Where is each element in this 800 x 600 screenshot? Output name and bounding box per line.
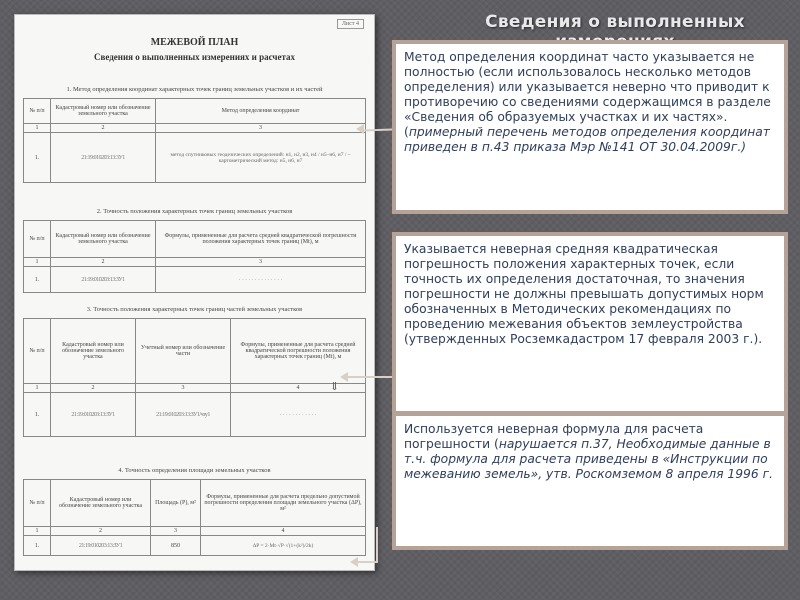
section-2-table	[23, 220, 366, 293]
sheet-number: Лист 4	[337, 19, 364, 29]
col-index: 1	[24, 124, 51, 133]
row-method: метод спутниковых геодезических определений: н1, н2, н3, н4 / н5–н6, н7 / – картометрический метод: н5, н6, н7	[156, 133, 366, 183]
row-number: 1.	[24, 267, 51, 293]
col-number: № п/п	[24, 221, 51, 258]
col-index: 4	[231, 384, 366, 393]
callout-coordinate-method	[392, 40, 788, 214]
row-cadastral: 21:19:010203:13:3У1	[51, 133, 156, 183]
arrow-1-head-icon	[356, 124, 364, 134]
col-index: 4	[201, 527, 366, 536]
boundary-plan-document	[14, 14, 375, 571]
col-index: 3	[156, 124, 366, 133]
row-number: 1.	[24, 133, 51, 183]
callout-1-text: Метод определения координат часто указывается не полностью (если использовалось несколько методов определения) или указывается неверно что приводит к противоречию со сведениями содержащимся в разделе «Сведения об образуемых участках и их частях». (	[404, 50, 771, 139]
arrow-3-line	[358, 561, 378, 563]
row-part: 21:19:010203:13:ЗУ1/чзу1	[136, 393, 231, 437]
col-index: 2	[51, 384, 136, 393]
section-2-title: 2. Точность положения характерных точек границ земельных участков	[96, 208, 293, 215]
arrow-3-vertical	[376, 527, 378, 563]
arrow-3-head-icon	[350, 557, 358, 567]
arrow-1-line	[363, 128, 393, 131]
row-number: 1.	[24, 536, 51, 556]
col-index: 3	[136, 384, 231, 393]
col-number: № п/п	[24, 99, 51, 124]
col-formula: Формулы, примененные для расчета средней квадратической погрешности положения характерных точек границ (Mt), м	[231, 319, 366, 384]
col-index: 2	[51, 258, 156, 267]
col-index: 2	[51, 527, 151, 536]
document-subheading: Сведения о выполненных измерениях и расчетах	[93, 52, 295, 62]
arrow-2-line	[348, 376, 393, 378]
col-index: 1	[24, 258, 51, 267]
section-1-title: 1. Метод определения координат характерных точек границ земельных участков и их частей	[66, 86, 323, 93]
row-formula: ΔP = 2·Mt·√P·√(1+(k²)/2k)	[201, 536, 366, 556]
row-number: 1.	[24, 393, 51, 437]
callout-3-text: Используется неверная формула для расчета погрешности (	[404, 422, 704, 451]
document-heading: МЕЖЕВОЙ ПЛАН	[150, 37, 239, 48]
col-number: № п/п	[24, 480, 51, 527]
arrow-2-head-icon	[340, 372, 348, 382]
col-cadastral: Кадастровый номер или обозначение земельного участка	[51, 319, 136, 384]
callout-formula	[392, 412, 788, 550]
col-formula: Формулы, примененные для расчета средней квадратической погрешности положения характерных точек границ (Mt), м	[156, 221, 366, 258]
section-3-title: 3. Точность положения характерных точек границ частей земельных участков	[86, 306, 303, 313]
row-cadastral: 21:19:010203:13:ЗУ1	[51, 393, 136, 437]
slide-title: Сведения о выполненных	[485, 12, 745, 32]
col-index: 1	[24, 384, 51, 393]
callout-2-text: Указывается неверная средняя квадратическая погрешность положения характерных точек, если точность их определения достаточная, то значения погрешности не должны превышать допустимых норм обозначенных в Методических рекомендациях по проведению межевания объектов землеустройства (утвержденных Росземкадастром 17 февраля 2003 г.).	[404, 242, 764, 346]
row-formula: · · · · · · · · · · · · · ·	[156, 267, 366, 293]
col-part: Учетный номер или обозначение части	[136, 319, 231, 384]
col-index: 2	[51, 124, 156, 133]
col-number: № п/п	[24, 319, 51, 384]
col-index: 1	[24, 527, 51, 536]
col-area: Площадь (P), м²	[151, 480, 201, 527]
col-index: 3	[156, 258, 366, 267]
col-cadastral: Кадастровый номер или обозначение земельного участка	[51, 99, 156, 124]
col-index: 3	[151, 527, 201, 536]
section-1-table	[23, 98, 366, 183]
handwritten-arrow-icon: ⇓	[330, 380, 340, 393]
row-area: 850	[151, 536, 201, 556]
section-4-table	[23, 479, 366, 556]
row-cadastral: 21:19:010203:13:ЗУ1	[51, 536, 151, 556]
row-cadastral: 21:19:010203:13:ЗУ1	[51, 267, 156, 293]
col-method: Метод определения координат	[156, 99, 366, 124]
callout-rms-error	[392, 232, 788, 415]
col-cadastral: Кадастровый номер или обозначение земельного участка	[51, 221, 156, 258]
callout-3-emphasis: нарушается п.37, Необходимые данные в т.ч. формула для расчета приведены в «Инструкции по межеванию земель», утв. Роскомземом 8 апреля 1996 г.	[404, 437, 773, 481]
col-cadastral: Кадастровый номер или обозначение земельного участка	[51, 480, 151, 527]
row-formula: · · · · · · · · · · · ·	[231, 393, 366, 437]
callout-1-emphasis: примерный перечень методов определения координат приведен в п.43 приказа Мэр №141 ОТ 30.04.2009г.)	[404, 125, 770, 154]
col-formula: Формулы, примененные для расчета предельно допустимой погрешности определения площади земельного участка (ΔP), м²	[201, 480, 366, 527]
section-4-title: 4. Точность определения площади земельных участков	[118, 467, 271, 474]
section-3-table	[23, 318, 366, 437]
